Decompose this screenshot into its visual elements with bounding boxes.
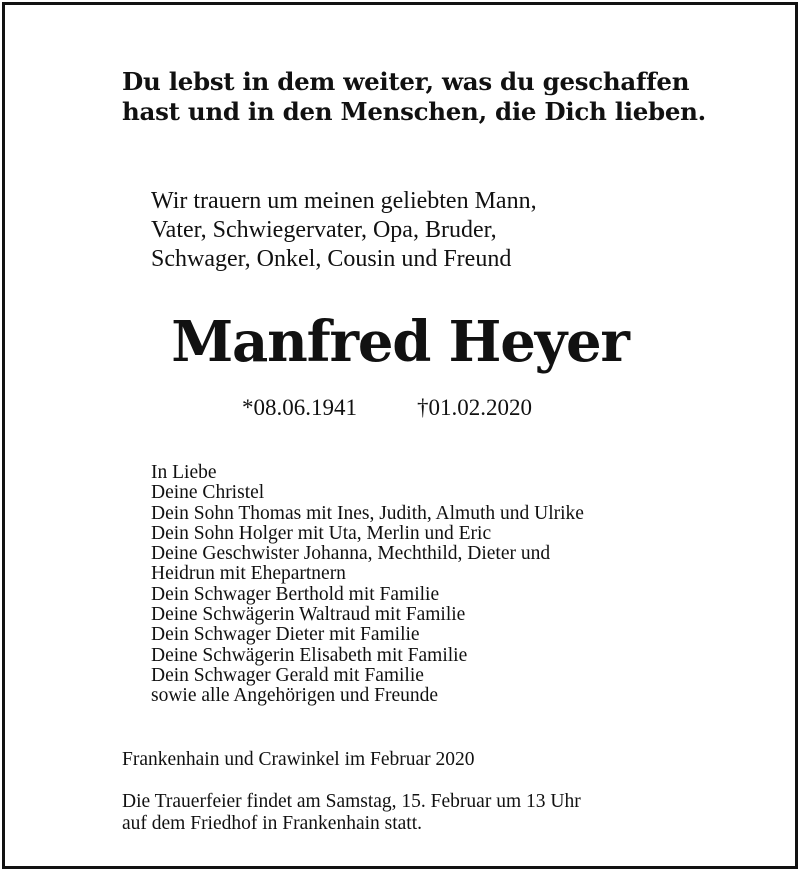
intro-line: Vater, Schwiegervater, Opa, Bruder, [151, 217, 497, 243]
intro-line: Schwager, Onkel, Cousin und Freund [151, 246, 512, 272]
mourners-list [151, 463, 584, 707]
motto-quote [122, 67, 706, 127]
mourner-line: Dein Schwager Berthold mit Familie [151, 583, 440, 605]
funeral-notice-line: auf dem Friedhof in Frankenhain statt. [122, 813, 423, 834]
mourner-line: Deine Christel [151, 482, 265, 504]
mourning-intro [151, 187, 537, 274]
mourner-line: Dein Schwager Gerald mit Familie [151, 664, 424, 686]
funeral-notice-line: Die Trauerfeier findet am Samstag, 15. Februar um 13 Uhr [122, 791, 581, 812]
mourner-line: Deine Schwägerin Elisabeth mit Familie [151, 644, 468, 666]
mourner-line: Deine Geschwister Johanna, Mechthild, Dieter und [151, 543, 551, 565]
motto-line: Du lebst in dem weiter, was du geschaffen [122, 67, 690, 96]
mourner-line: In Liebe [151, 462, 217, 483]
mourner-line: Dein Sohn Thomas mit Ines, Judith, Almuth und Ulrike [151, 502, 584, 524]
deceased-name: Manfred Heyer [171, 309, 629, 375]
mourner-line: Deine Schwägerin Waltraud mit Familie [151, 604, 466, 626]
obituary-frame [2, 2, 798, 869]
place-and-date: Frankenhain und Crawinkel im Februar 2020 [122, 749, 475, 770]
funeral-notice [122, 791, 581, 835]
death-date: †01.02.2020 [417, 395, 532, 420]
mourner-line: Dein Schwager Dieter mit Familie [151, 624, 420, 646]
motto-line: hast und in den Menschen, die Dich lieben. [122, 97, 706, 126]
mourner-line: Heidrun mit Ehepartnern [151, 563, 346, 585]
birth-date: *08.06.1941 [242, 395, 357, 420]
mourner-line: Dein Sohn Holger mit Uta, Merlin und Eric [151, 522, 492, 544]
intro-line: Wir trauern um meinen geliebten Mann, [151, 188, 537, 214]
mourner-line: sowie alle Angehörigen und Freunde [151, 685, 439, 707]
